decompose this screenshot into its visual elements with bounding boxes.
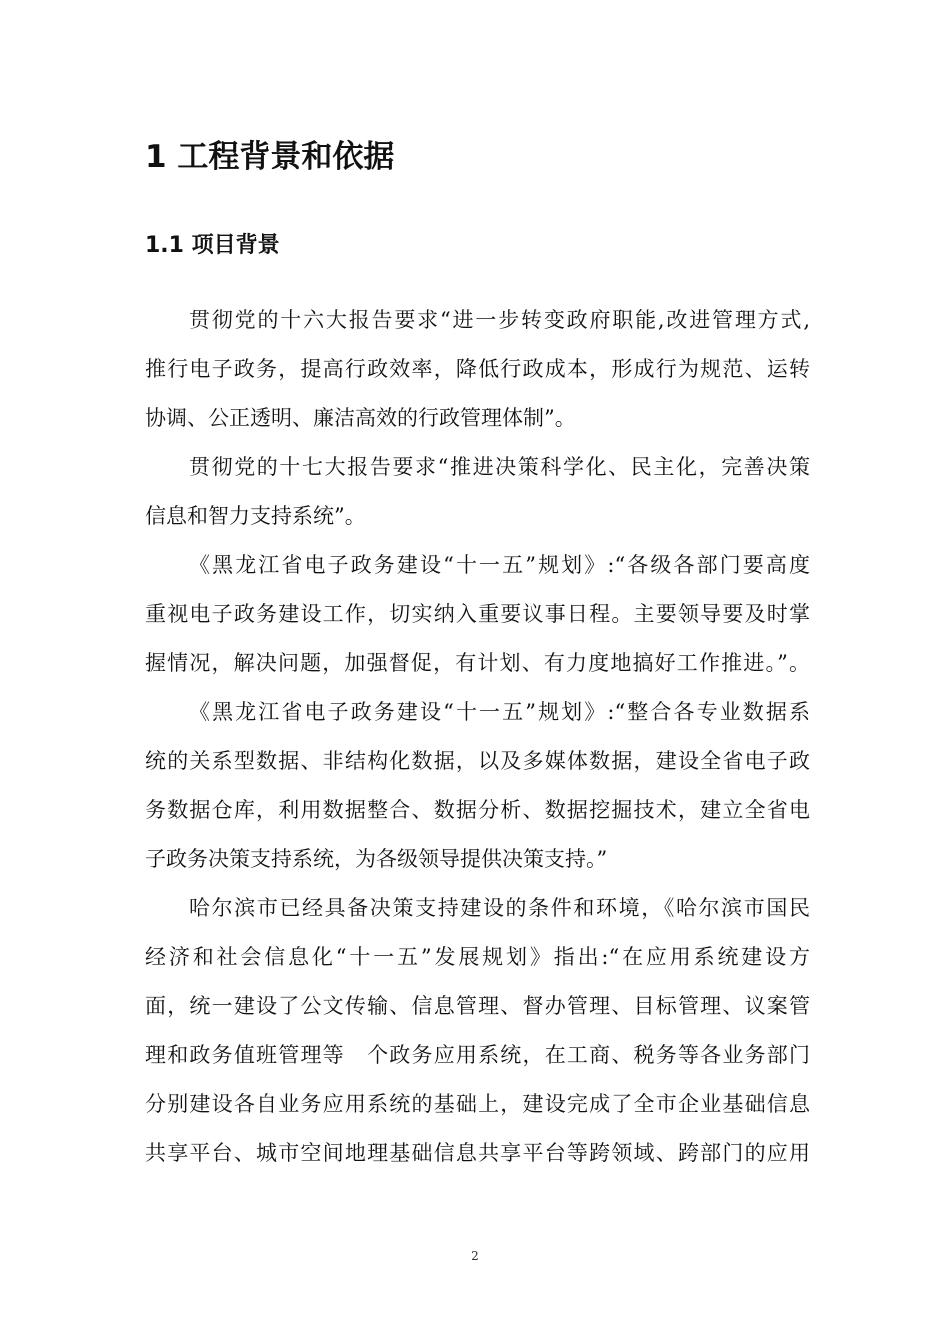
paragraph-line: 贯彻党的十七大报告要求“推进决策科学化、民主化，完善决策 — [189, 455, 810, 479]
paragraph-line: 统的关系型数据、非结构化数据，以及多媒体数据，建设全省电子政 — [145, 749, 810, 773]
paragraph-line: 信息和智力支持系统”。 — [145, 504, 366, 528]
paragraph-line: 重视电子政务建设工作，切实纳入重要议事日程。主要领导要及时掌 — [145, 602, 810, 626]
section-heading: 1.1 项目背景 — [145, 233, 280, 258]
paragraph-line: 《黑龙江省电子政务建设“十一五”规划》:“整合各专业数据系 — [189, 700, 810, 724]
paragraph-line: 面，统一建设了公文传输、信息管理、督办管理、目标管理、议案管 — [145, 994, 810, 1018]
body-text — [145, 296, 810, 1178]
paragraph-line: 贯彻党的十六大报告要求“进一步转变政府职能,改进管理方式, — [189, 308, 810, 332]
paragraph-line: 协调、公正透明、廉洁高效的行政管理体制”。 — [145, 406, 576, 430]
paragraph-line: 握情况，解决问题，加强督促，有计划、有力度地搞好工作推进。”。 — [145, 651, 810, 675]
paragraph-line: 分别建设各自业务应用系统的基础上，建设完成了全市企业基础信息 — [145, 1092, 810, 1116]
paragraph-line: 理和政务值班管理等 个政务应用系统，在工商、税务等各业务部门 — [145, 1043, 810, 1067]
paragraph-line: 务数据仓库，利用数据整合、数据分析、数据挖掘技术，建立全省电 — [145, 798, 810, 822]
paragraph-line: 哈尔滨市已经具备决策支持建设的条件和环境，《哈尔滨市国民 — [189, 896, 810, 920]
paragraph-line: 推行电子政务，提高行政效率，降低行政成本，形成行为规范、运转 — [145, 357, 810, 381]
paragraph-line: 经济和社会信息化“十一五”发展规划》指出:“在应用系统建设方 — [145, 945, 810, 969]
paragraph-line: 子政务决策支持系统，为各级领导提供决策支持。” — [145, 847, 608, 871]
chapter-heading: 1 工程背景和依据 — [145, 139, 395, 175]
paragraph-line: 共享平台、城市空间地理基础信息共享平台等跨领域、跨部门的应用 — [145, 1141, 810, 1165]
paragraph-line: 《黑龙江省电子政务建设“十一五”规划》:“各级各部门要高度 — [189, 553, 810, 577]
page-number: 2 — [471, 1249, 479, 1263]
